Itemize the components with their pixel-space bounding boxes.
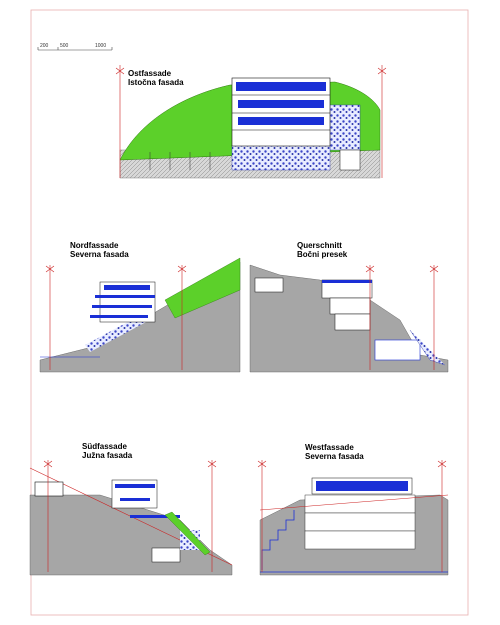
scale-label-1000: 1000 bbox=[95, 43, 107, 49]
cut-room bbox=[305, 495, 415, 513]
view-title-suedfassade bbox=[82, 442, 132, 460]
view-title-nordfassade bbox=[70, 241, 129, 259]
view-title-querschnitt bbox=[297, 241, 347, 259]
stone-wall bbox=[330, 105, 360, 150]
scale-label-500: 500 bbox=[60, 43, 69, 49]
view-title-westfassade bbox=[305, 443, 364, 461]
floor-windows bbox=[238, 100, 324, 108]
view-title-line1: Nordfassade bbox=[70, 241, 119, 250]
garage bbox=[35, 482, 63, 496]
view-title-line2: Istočna fasada bbox=[128, 78, 184, 87]
view-westfassade bbox=[258, 460, 448, 575]
scale-label-200: 200 bbox=[40, 43, 49, 49]
view-title-line1: Ostfassade bbox=[128, 69, 172, 78]
cut-room bbox=[255, 278, 283, 292]
view-title-line1: Westfassade bbox=[305, 443, 354, 452]
view-querschnitt bbox=[250, 265, 448, 372]
view-title-ostfassade bbox=[128, 69, 184, 87]
lower-room bbox=[152, 548, 180, 562]
garage bbox=[340, 150, 360, 170]
view-title-line1: Südfassade bbox=[82, 442, 127, 451]
view-title-line2: Bočni presek bbox=[297, 250, 348, 259]
view-title-line1: Querschnitt bbox=[297, 241, 342, 250]
view-title-line2: Južna fasada bbox=[82, 451, 133, 460]
view-title-line2: Severna fasada bbox=[70, 250, 129, 259]
floor-windows bbox=[238, 117, 324, 125]
stone-base bbox=[232, 145, 330, 170]
cut-room bbox=[375, 340, 420, 360]
view-nordfassade bbox=[40, 258, 240, 372]
cut-room bbox=[335, 314, 370, 330]
view-suedfassade bbox=[30, 460, 232, 575]
cut-room bbox=[330, 298, 370, 314]
view-title-line2: Severna fasada bbox=[305, 452, 364, 461]
roof-windows bbox=[236, 82, 326, 91]
cut-room bbox=[305, 513, 415, 531]
cut-room bbox=[305, 531, 415, 549]
